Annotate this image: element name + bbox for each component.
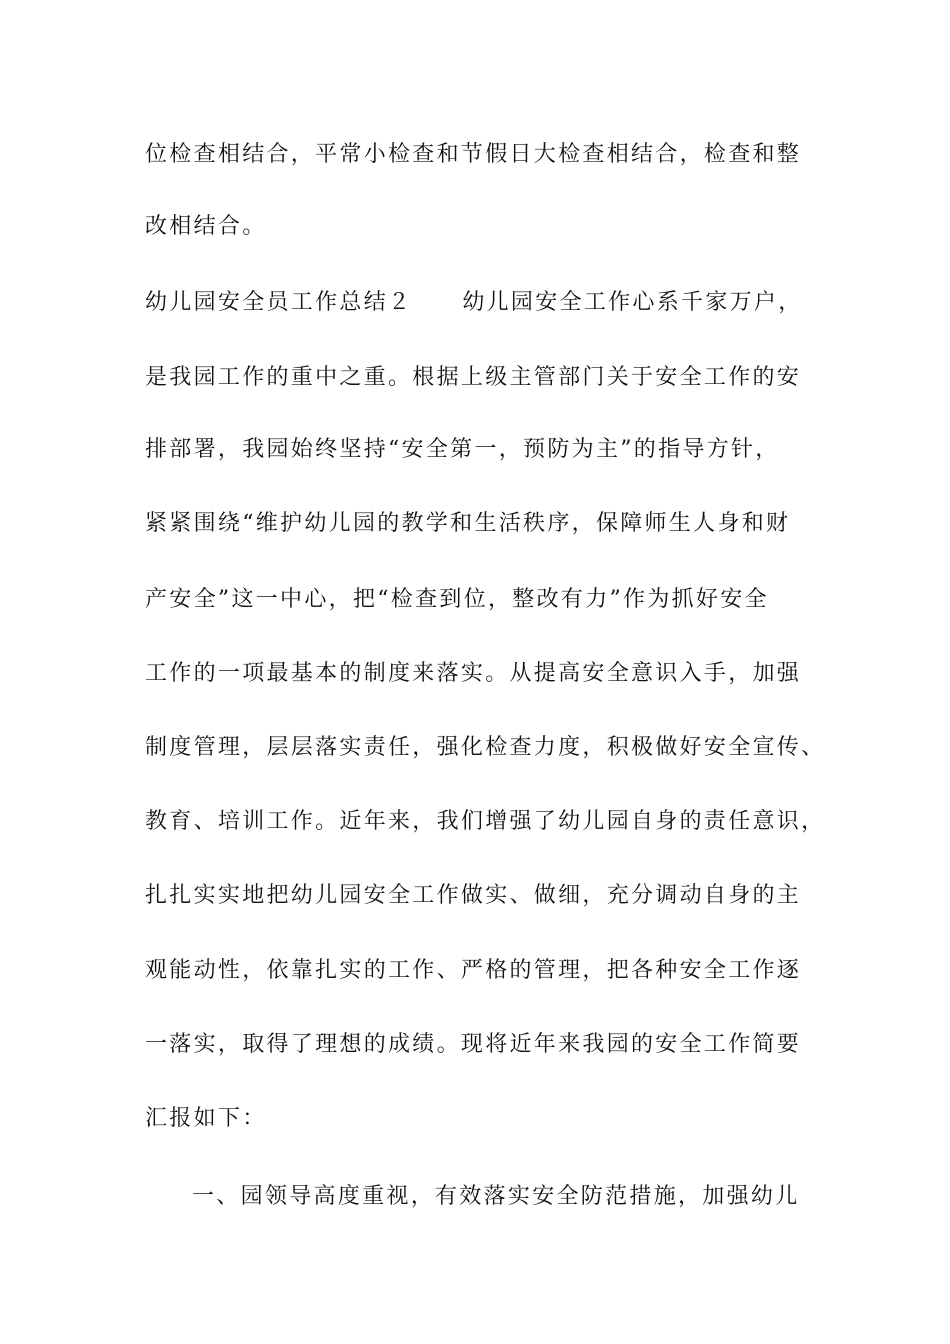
text-line-10: 扎扎实实地把幼儿园安全工作做实、做细，充分调动自身的主: [145, 883, 802, 908]
section-heading: 幼儿园安全员工作总结２: [145, 290, 413, 315]
section-heading-line: [145, 289, 835, 317]
text-line-5: 紧紧围绕“维护幼儿园的教学和生活秩序，保障师生人身和财: [145, 511, 791, 536]
text-line-6: 产安全”这一中心，把“检查到位，整改有力”作为抓好安全: [145, 587, 769, 612]
text-line-14: 一、园领导高度重视，有效落实安全防范措施，加强幼儿: [192, 1184, 800, 1209]
text-line-9: 教育、培训工作。近年来，我们增强了幼儿园自身的责任意识，: [145, 809, 826, 834]
text-line-13: 汇报如下：: [145, 1106, 267, 1131]
text-line-7: 工作的一项最基本的制度来落实。从提高安全意识入手，加强: [145, 661, 802, 686]
text-line-3: 是我园工作的重中之重。根据上级主管部门关于安全工作的安: [145, 365, 802, 390]
text-line-1: 位检查相结合，平常小检查和节假日大检查相结合，检查和整: [145, 142, 802, 167]
text-line-11: 观能动性，依靠扎实的工作、严格的管理，把各种安全工作逐: [145, 958, 802, 983]
text-line-2: 改相结合。: [145, 214, 267, 239]
text-line-8: 制度管理，层层落实责任，强化检查力度，积极做好安全宣传、: [145, 735, 826, 760]
text-line-4: 排部署，我园始终坚持“安全第一，预防为主”的指导方针，: [145, 437, 780, 462]
heading-continuation: 幼儿园安全工作心系千家万户，: [462, 290, 803, 315]
text-line-12: 一落实，取得了理想的成绩。现将近年来我园的安全工作简要: [145, 1032, 802, 1057]
